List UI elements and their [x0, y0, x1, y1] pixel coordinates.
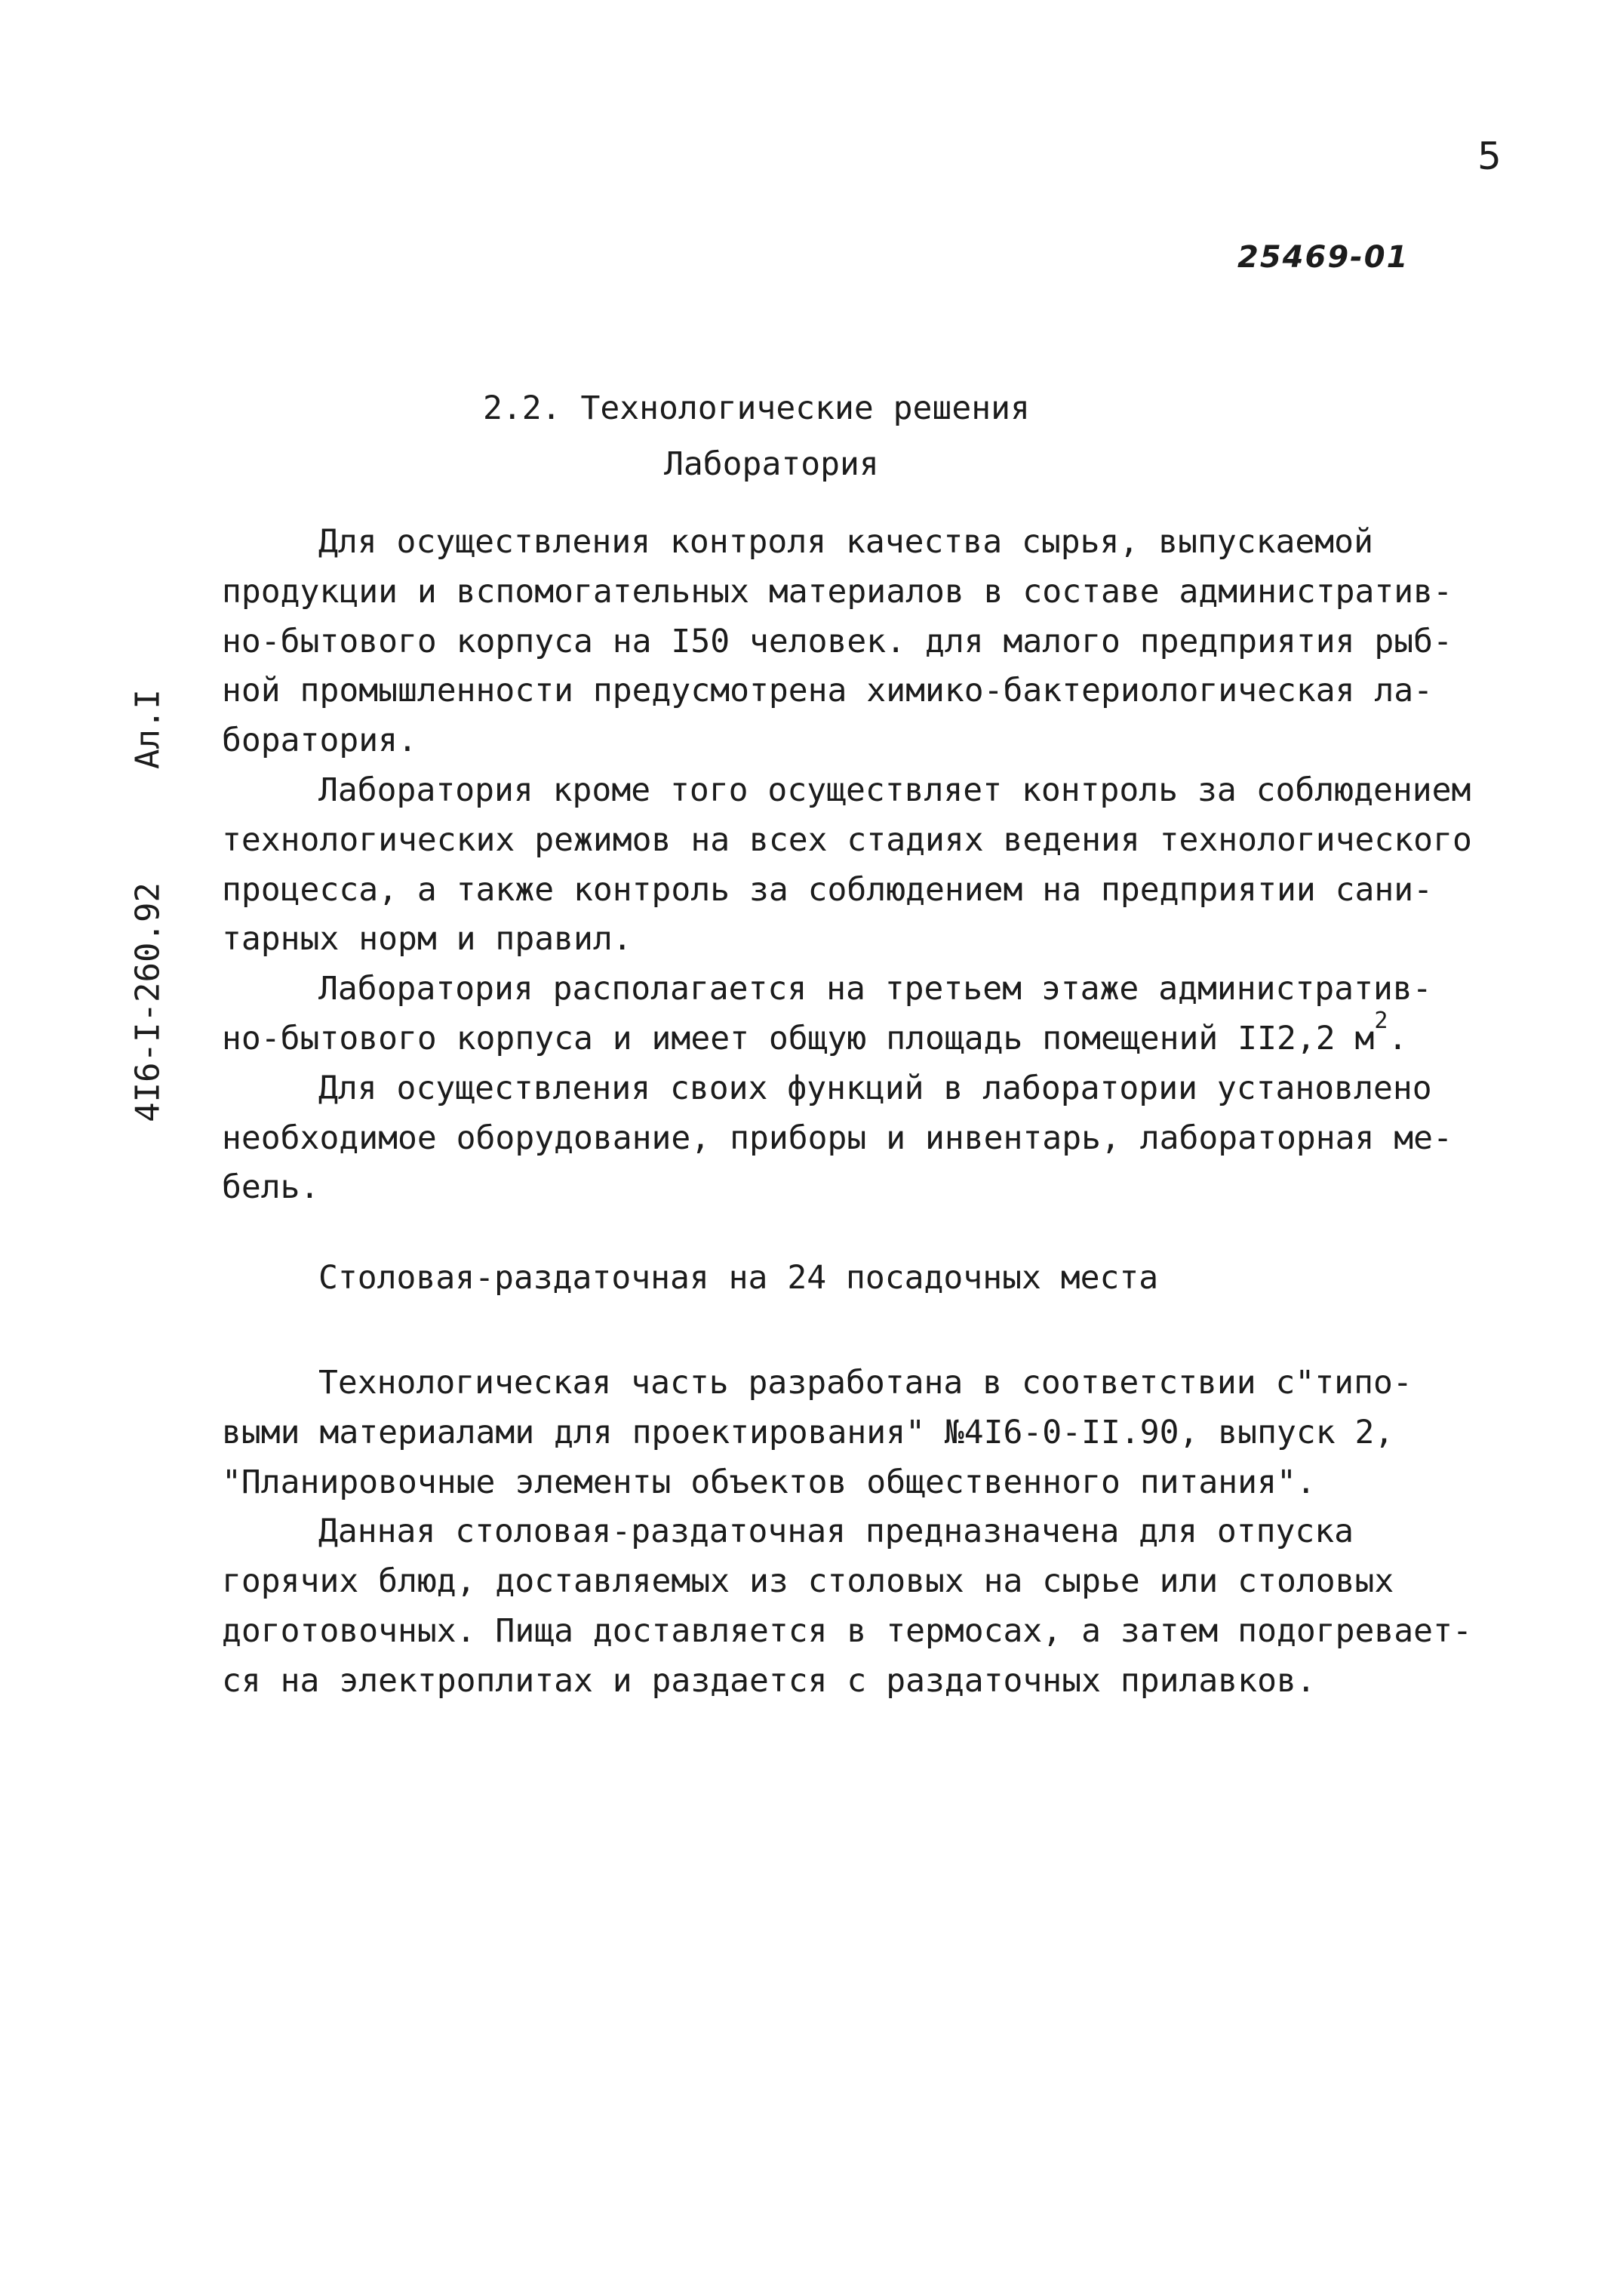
text-line: Данная столовая-раздаточная предназначена для отпуска	[318, 1513, 1354, 1551]
side-stamp-doc-id: 4I6-I-260.92	[128, 882, 168, 1122]
text-line: бель.	[222, 1168, 320, 1207]
text-line: боратория.	[222, 722, 417, 760]
side-stamp-text	[129, 689, 168, 1122]
text-line: ной промышленности предусмотрена химико-бактериологическая ла-	[222, 672, 1434, 710]
text-line: Для осуществления контроля качества сырья, выпускаемой	[318, 523, 1373, 561]
lab-text-block	[222, 518, 1550, 1213]
section-subheading: Лаборатория	[664, 445, 879, 483]
text-line: доготовочных. Пища доставляется в термосах, а затем подогревает-	[222, 1611, 1472, 1650]
area-period: .	[1388, 1019, 1408, 1057]
text-line-area	[222, 1007, 1550, 1064]
text-line: продукции и вспомогательных материалов в составе административ-	[222, 572, 1452, 611]
canteen-title: Столовая-раздаточная на 24 посадочных места	[318, 1259, 1159, 1297]
document-code: 25469-01	[1237, 240, 1409, 275]
text-line: технологических режимов на всех стадиях ведения технологического	[222, 820, 1472, 859]
text-line: выми материалами для проектирования" №4I6-0-II.90, выпуск 2,	[222, 1413, 1394, 1451]
section-heading: 2.2. Технологические решения	[483, 389, 1030, 427]
text-line: Технологическая часть разработана в соответствии с"типо-	[318, 1364, 1413, 1402]
text-line: ся на электроплитах и раздается с раздаточных прилавков.	[222, 1661, 1316, 1700]
text-line: необходимое оборудование, приборы и инвентарь, лабораторная ме-	[222, 1119, 1452, 1157]
text-line: горячих блюд, доставляемых из столовых на сырье или столовых	[222, 1562, 1394, 1601]
area-text: но-бытового корпуса и имеет общую площадь помещений II2,2 м	[222, 1019, 1375, 1057]
page-number: 5	[1477, 134, 1502, 178]
text-line: "Планировочные элементы объектов общественного питания".	[222, 1463, 1316, 1501]
text-line: но-бытового корпуса на I50 человек. для малого предприятия рыб-	[222, 622, 1452, 660]
text-line: Для осуществления своих функций в лаборатории установлено	[318, 1069, 1432, 1107]
text-line: Лаборатория располагается на третьем этаже административ-	[318, 970, 1432, 1008]
canteen-text-block	[222, 1359, 1550, 1707]
area-superscript: 2	[1374, 1007, 1388, 1034]
text-line: Лаборатория кроме того осуществляет контроль за соблюдением	[318, 771, 1471, 809]
side-stamp-sheet: Ал.I	[128, 689, 168, 770]
text-line: процесса, а также контроль за соблюдением на предприятии сани-	[222, 870, 1434, 909]
text-line: тарных норм и правил.	[222, 920, 632, 959]
